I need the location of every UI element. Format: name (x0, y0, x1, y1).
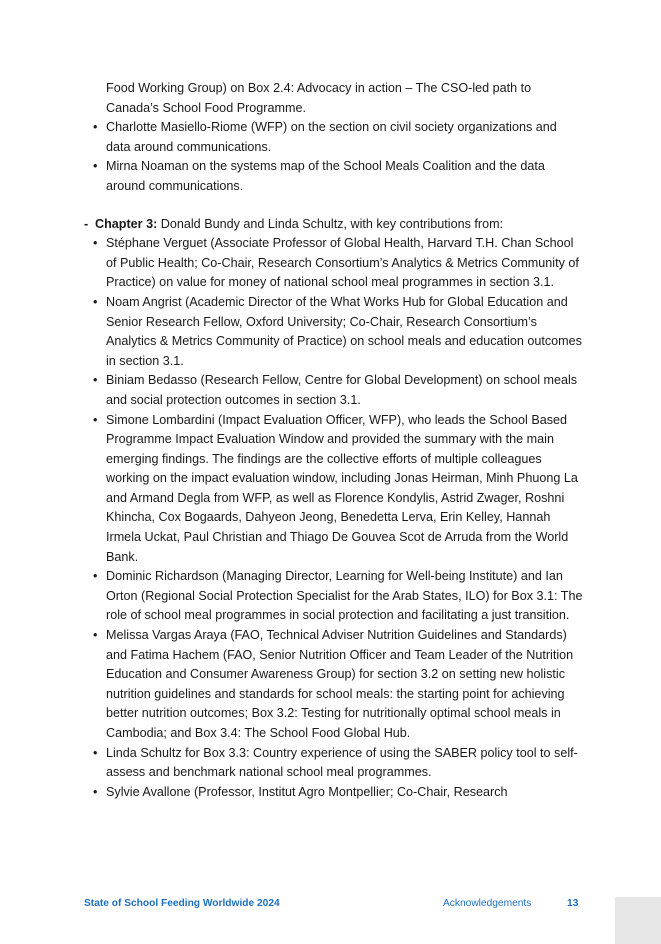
report-title: State of School Feeding Worldwide 2024 (84, 898, 280, 909)
dash-marker: - (84, 216, 89, 231)
list-item: • Melissa Vargas Araya (FAO, Technical Adviser Nutrition Guidelines and Standards) and Fatima Hachem (FAO, Senior Nutrition Officer and Team Leader of the Nutrition Education and Consumer Awareness Group) for section 3.2 on setting new holistic nutrition guidelines and standards for school meals: the starting point for achieving better nutrition outcomes; Box 3.2: Testing for nutritionally optimal school meals in Cambodia; and Box 3.4: The School Food Global Hub. (84, 626, 584, 744)
list-item: • Dominic Richardson (Managing Director, Learning for Well-being Institute) and Ian Orton (Regional Social Protection Specialist for the Arab States, ILO) for Box 3.1: The role of school meal programmes in social protection and facilitating a just transition. (84, 567, 584, 626)
list-item: • Stéphane Verguet (Associate Professor of Global Health, Harvard T.H. Chan School of Public Health; Co-Chair, Research Consortium’s Analytics & Metrics Community of Practice) on value for money of national school meal programmes in section 3.1. (84, 234, 584, 293)
section-name: Acknowledgements (443, 898, 532, 909)
list-item: • Mirna Noaman on the systems map of the School Meals Coalition and the data around communications. (84, 157, 584, 196)
chapter-3-entry (84, 215, 584, 803)
chapter-label: Chapter 3: (95, 216, 158, 231)
list-item: • Simone Lombardini (Impact Evaluation Officer, WFP), who leads the School Based Programme Impact Evaluation Window and provided the summary with the main emerging findings. The findings are the collective efforts of multiple colleagues working on the impact evaluation window, including Jonas Heirman, Minh Phuong La and Armand Degla from WFP, as well as Florence Kondylis, Astrid Zwager, Roshni Khincha, Cox Bogaards, Dahyeon Jeong, Benedetta Lerva, Erin Kelley, Hannah Irmela Uckat, Paul Christian and Thiago De Gouvea Scot de Arruda from the World Bank. (84, 411, 584, 568)
continuation-text: Food Working Group) on Box 2.4: Advocacy in action – The CSO-led path to Canada’s School Food Programme. (106, 81, 532, 115)
list-item: • Noam Angrist (Academic Director of the What Works Hub for Global Education and Senior Research Fellow, Oxford University; Co-Chair, Research Consortium’s Analytics & Metrics Community of Practice) on school meals and education outcomes in section 3.1. (84, 293, 584, 371)
chapter-intro: Donald Bundy and Linda Schultz, with key contributions from: (157, 216, 504, 231)
chapter-3-heading (95, 215, 584, 235)
corner-tab (615, 897, 661, 944)
list-item: • Charlotte Masiello-Riome (WFP) on the section on civil society organizations and data around communications. (84, 118, 584, 157)
list-item: • Linda Schultz for Box 3.3: Country experience of using the SABER policy tool to self-assess and benchmark national school meal programmes. (84, 744, 584, 783)
top-list (84, 118, 584, 196)
list-item: • Biniam Bedasso (Research Fellow, Centre for Global Development) on school meals and social protection outcomes in section 3.1. (84, 371, 584, 410)
chapter-3-list (84, 234, 584, 802)
list-item: • Sylvie Avallone (Professor, Institut Agro Montpellier; Co-Chair, Research (84, 783, 584, 803)
acknowledgements-body (84, 79, 584, 802)
page-number: 13 (567, 898, 579, 909)
